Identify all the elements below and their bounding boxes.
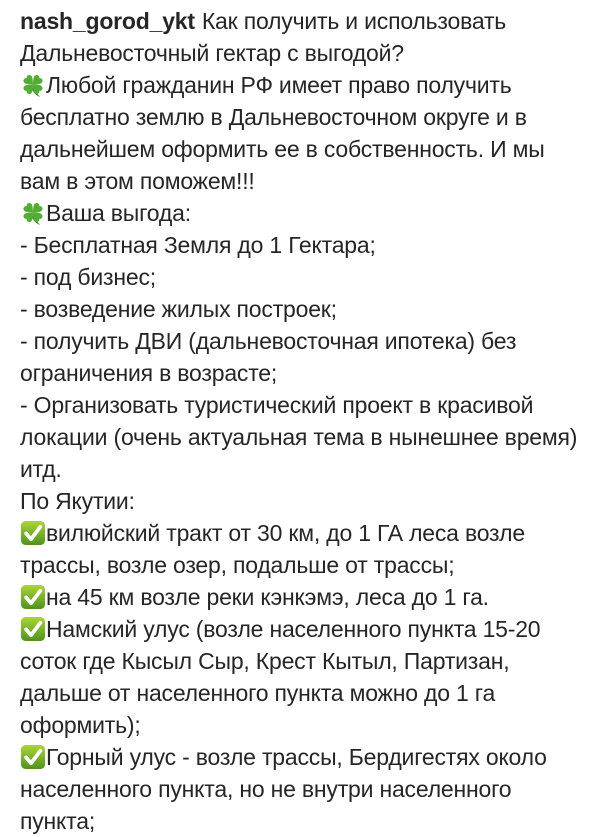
clover-icon: [20, 200, 46, 226]
caption-paragraph: [20, 69, 582, 197]
paragraph-text: Горный улус - возле трассы, Бердигестях около населенного пункта, но не внутри населенного пункта;: [20, 744, 547, 834]
paragraph-text: По Якутии:: [20, 488, 135, 514]
paragraph-text: Намский улус (возле населенного пункта 15-20 соток где Кысыл Сыр, Крест Кытыл, Партизан, дальше от населенного пункта можно до 1 га оформить);: [20, 616, 541, 738]
check-icon: [20, 520, 46, 546]
caption-paragraph: [20, 325, 582, 389]
caption-paragraph: [20, 261, 582, 293]
caption-paragraph: [20, 741, 582, 837]
caption-paragraph: [20, 197, 582, 229]
paragraph-text: - Организовать туристический проект в красивой локации (очень актуальная тема в нынешнее время) итд.: [20, 392, 578, 482]
caption-paragraph: [20, 581, 582, 613]
paragraph-text: - возведение жилых построек;: [20, 296, 337, 322]
username-link[interactable]: nash_gorod_ykt: [20, 8, 195, 34]
paragraph-text: Любой гражданин РФ имеет право получить бесплатно землю в Дальневосточном округе и в дальнейшем оформить ее в собственность. И мы вам в этом поможем!!!: [20, 72, 545, 194]
paragraph-text: вилюйский тракт от 30 км, до 1 ГА леса возле трассы, возле озер, подальше от трассы;: [20, 520, 525, 578]
check-icon: [20, 744, 46, 770]
caption-paragraph: [20, 229, 582, 261]
clover-icon: [20, 72, 46, 98]
paragraph-text: Ваша выгода:: [46, 200, 191, 226]
caption-intro-text: Как получить и использовать Дальневосточный гектар с выгодой?: [20, 8, 507, 66]
paragraph-text: - под бизнес;: [20, 264, 156, 290]
check-icon: [20, 616, 46, 642]
check-icon: [20, 584, 46, 610]
caption-paragraph: [20, 613, 582, 741]
paragraph-text: на 45 км возле реки кэнкэмэ, леса до 1 га.: [46, 584, 489, 610]
caption-paragraph: [20, 389, 582, 485]
paragraph-text: - Бесплатная Земля до 1 Гектара;: [20, 232, 376, 258]
caption-paragraph: [20, 517, 582, 581]
paragraph-text: - получить ДВИ (дальневосточная ипотека) без ограничения в возрасте;: [20, 328, 517, 386]
caption-paragraph: [20, 293, 582, 325]
caption-first-paragraph: [20, 5, 582, 69]
caption-paragraph: [20, 485, 582, 517]
